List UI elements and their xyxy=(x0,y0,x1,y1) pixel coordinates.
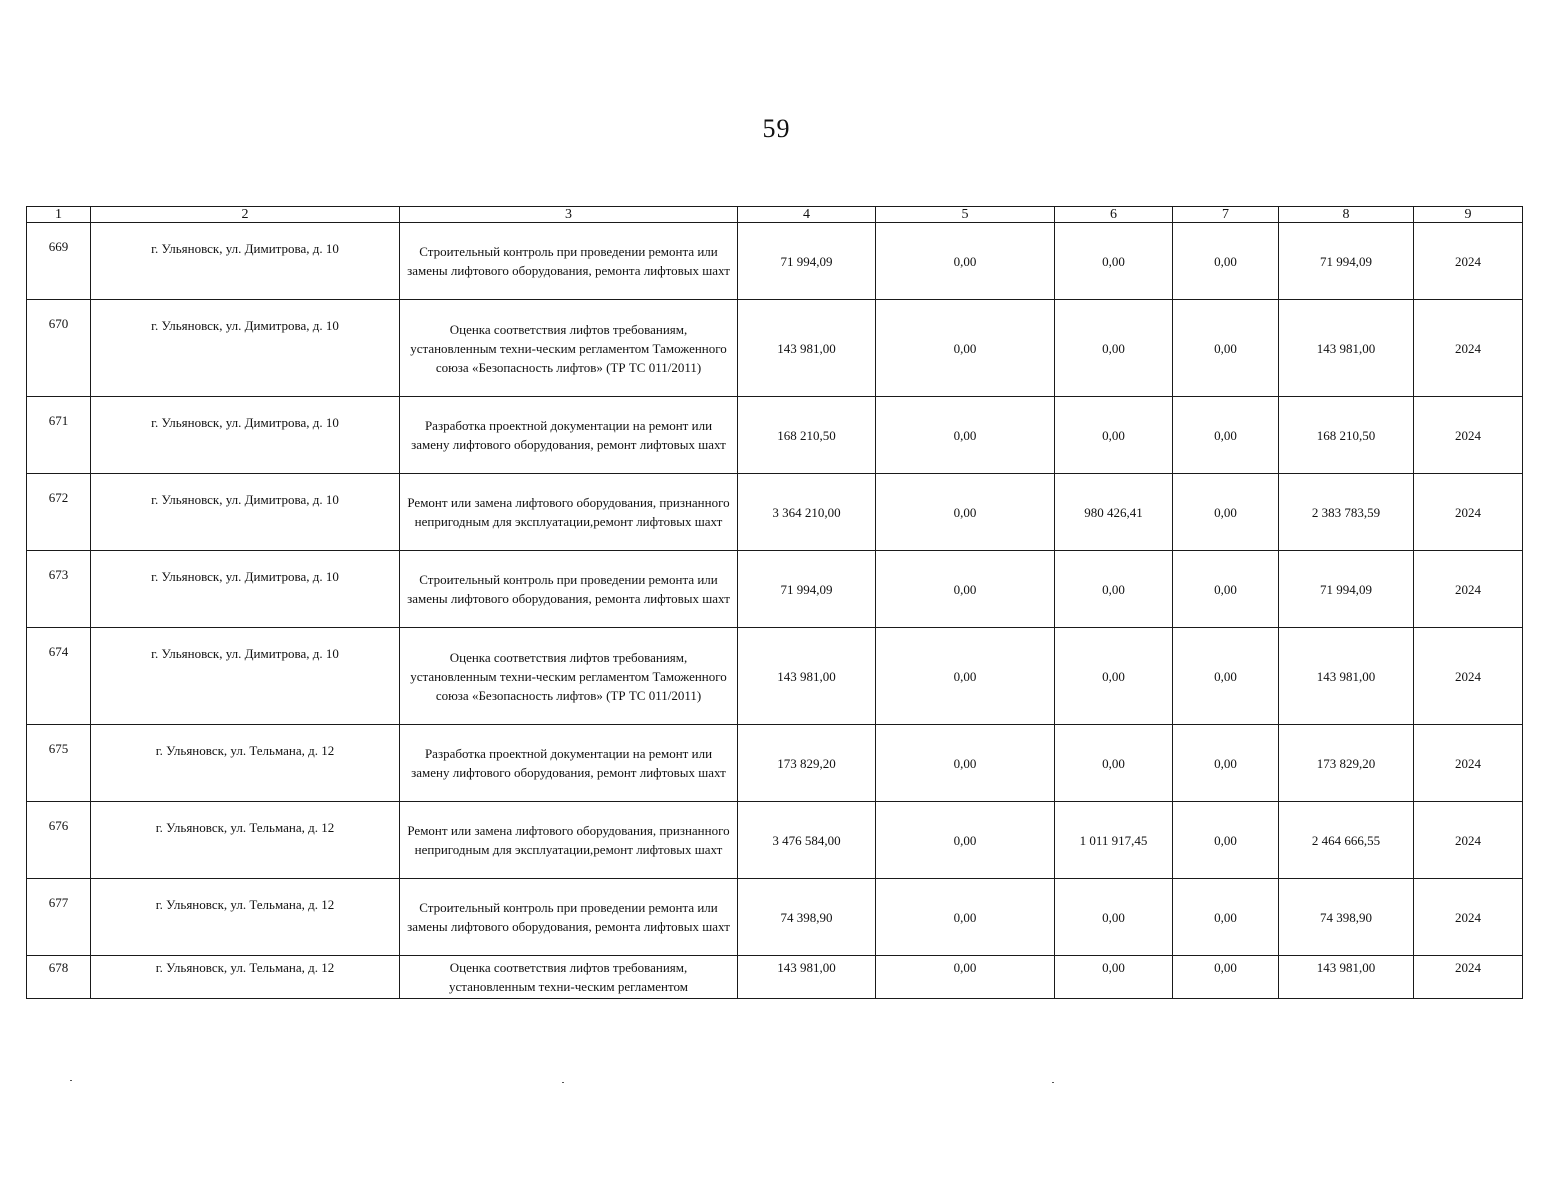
work-type-cell: Ремонт или замена лифтового оборудования, признанного непригодным для эксплуатации,ремонт лифтовых шахт xyxy=(400,474,738,551)
fund-column-5-cell: 0,00 xyxy=(876,956,1055,999)
row-number: 672 xyxy=(27,474,91,551)
fund-column-8-cell: 143 981,00 xyxy=(1279,628,1414,725)
fund-column-7-cell: 0,00 xyxy=(1173,956,1279,999)
fund-column-8-cell: 74 398,90 xyxy=(1279,879,1414,956)
registry-table xyxy=(26,206,1523,999)
column-number: 5 xyxy=(876,207,1055,223)
fund-column-7-cell: 0,00 xyxy=(1173,725,1279,802)
cost-total-cell: 143 981,00 xyxy=(738,956,876,999)
fund-column-6-cell: 0,00 xyxy=(1055,300,1173,397)
cost-total-cell: 143 981,00 xyxy=(738,300,876,397)
fund-column-6-cell: 0,00 xyxy=(1055,628,1173,725)
address-cell: г. Ульяновск, ул. Тельмана, д. 12 xyxy=(91,956,400,999)
fund-column-6-cell: 1 011 917,45 xyxy=(1055,802,1173,879)
row-number: 676 xyxy=(27,802,91,879)
work-type-cell: Строительный контроль при проведении ремонта или замены лифтового оборудования, ремонта лифтовых шахт xyxy=(400,223,738,300)
row-number: 673 xyxy=(27,551,91,628)
year-cell: 2024 xyxy=(1414,628,1523,725)
fund-column-5-cell: 0,00 xyxy=(876,397,1055,474)
row-number: 670 xyxy=(27,300,91,397)
year-cell: 2024 xyxy=(1414,474,1523,551)
table-body xyxy=(27,207,1523,999)
fund-column-6-cell: 0,00 xyxy=(1055,223,1173,300)
fund-column-6-cell: 0,00 xyxy=(1055,956,1173,999)
table-row xyxy=(27,628,1523,725)
work-type-cell: Строительный контроль при проведении ремонта или замены лифтового оборудования, ремонта лифтовых шахт xyxy=(400,551,738,628)
cost-total-cell: 173 829,20 xyxy=(738,725,876,802)
address-cell: г. Ульяновск, ул. Димитрова, д. 10 xyxy=(91,474,400,551)
year-cell: 2024 xyxy=(1414,725,1523,802)
column-number: 1 xyxy=(27,207,91,223)
fund-column-5-cell: 0,00 xyxy=(876,628,1055,725)
fund-column-7-cell: 0,00 xyxy=(1173,551,1279,628)
fund-column-5-cell: 0,00 xyxy=(876,474,1055,551)
address-cell: г. Ульяновск, ул. Тельмана, д. 12 xyxy=(91,725,400,802)
address-cell: г. Ульяновск, ул. Димитрова, д. 10 xyxy=(91,223,400,300)
fund-column-8-cell: 173 829,20 xyxy=(1279,725,1414,802)
fund-column-8-cell: 71 994,09 xyxy=(1279,223,1414,300)
work-type-cell: Разработка проектной документации на ремонт или замену лифтового оборудования, ремонт лифтовых шахт xyxy=(400,397,738,474)
scan-speck xyxy=(70,1080,72,1081)
fund-column-5-cell: 0,00 xyxy=(876,879,1055,956)
cost-total-cell: 3 476 584,00 xyxy=(738,802,876,879)
fund-column-6-cell: 0,00 xyxy=(1055,551,1173,628)
work-type-cell: Ремонт или замена лифтового оборудования, признанного непригодным для эксплуатации,ремонт лифтовых шахт xyxy=(400,802,738,879)
fund-column-7-cell: 0,00 xyxy=(1173,300,1279,397)
table-row xyxy=(27,300,1523,397)
year-cell: 2024 xyxy=(1414,802,1523,879)
row-number: 671 xyxy=(27,397,91,474)
fund-column-7-cell: 0,00 xyxy=(1173,223,1279,300)
fund-column-8-cell: 2 383 783,59 xyxy=(1279,474,1414,551)
cost-total-cell: 3 364 210,00 xyxy=(738,474,876,551)
column-number-row xyxy=(27,207,1523,223)
row-number: 675 xyxy=(27,725,91,802)
fund-column-7-cell: 0,00 xyxy=(1173,397,1279,474)
address-cell: г. Ульяновск, ул. Димитрова, д. 10 xyxy=(91,628,400,725)
address-cell: г. Ульяновск, ул. Димитрова, д. 10 xyxy=(91,551,400,628)
fund-column-8-cell: 143 981,00 xyxy=(1279,956,1414,999)
table-row xyxy=(27,223,1523,300)
fund-column-6-cell: 980 426,41 xyxy=(1055,474,1173,551)
address-cell: г. Ульяновск, ул. Димитрова, д. 10 xyxy=(91,397,400,474)
year-cell: 2024 xyxy=(1414,879,1523,956)
cost-total-cell: 168 210,50 xyxy=(738,397,876,474)
year-cell: 2024 xyxy=(1414,397,1523,474)
fund-column-7-cell: 0,00 xyxy=(1173,628,1279,725)
year-cell: 2024 xyxy=(1414,551,1523,628)
fund-column-7-cell: 0,00 xyxy=(1173,802,1279,879)
table-row xyxy=(27,551,1523,628)
table-row xyxy=(27,474,1523,551)
fund-column-6-cell: 0,00 xyxy=(1055,397,1173,474)
fund-column-8-cell: 71 994,09 xyxy=(1279,551,1414,628)
table-row xyxy=(27,725,1523,802)
table-row xyxy=(27,802,1523,879)
scan-speck xyxy=(562,1082,564,1083)
fund-column-5-cell: 0,00 xyxy=(876,551,1055,628)
column-number: 3 xyxy=(400,207,738,223)
year-cell: 2024 xyxy=(1414,956,1523,999)
row-number: 677 xyxy=(27,879,91,956)
column-number: 4 xyxy=(738,207,876,223)
fund-column-6-cell: 0,00 xyxy=(1055,725,1173,802)
row-number: 678 xyxy=(27,956,91,999)
fund-column-5-cell: 0,00 xyxy=(876,300,1055,397)
fund-column-7-cell: 0,00 xyxy=(1173,474,1279,551)
column-number: 9 xyxy=(1414,207,1523,223)
year-cell: 2024 xyxy=(1414,223,1523,300)
address-cell: г. Ульяновск, ул. Тельмана, д. 12 xyxy=(91,802,400,879)
fund-column-5-cell: 0,00 xyxy=(876,725,1055,802)
fund-column-8-cell: 168 210,50 xyxy=(1279,397,1414,474)
table-row xyxy=(27,956,1523,999)
work-type-cell: Оценка соответствия лифтов требованиям, установленным техни-ческим регламентом Таможенного союза «Безопасность лифтов» (ТР ТС 011/2011) xyxy=(400,300,738,397)
fund-column-5-cell: 0,00 xyxy=(876,223,1055,300)
fund-column-6-cell: 0,00 xyxy=(1055,879,1173,956)
work-type-cell: Оценка соответствия лифтов требованиям, установленным техни-ческим регламентом Таможенного союза «Безопасность лифтов» (ТР ТС 011/2011) xyxy=(400,628,738,725)
registry-table-container xyxy=(26,206,1522,999)
cost-total-cell: 71 994,09 xyxy=(738,223,876,300)
cost-total-cell: 143 981,00 xyxy=(738,628,876,725)
scan-speck xyxy=(1052,1082,1054,1083)
column-number: 8 xyxy=(1279,207,1414,223)
fund-column-5-cell: 0,00 xyxy=(876,802,1055,879)
cost-total-cell: 71 994,09 xyxy=(738,551,876,628)
work-type-cell: Разработка проектной документации на ремонт или замену лифтового оборудования, ремонт лифтовых шахт xyxy=(400,725,738,802)
cost-total-cell: 74 398,90 xyxy=(738,879,876,956)
year-cell: 2024 xyxy=(1414,300,1523,397)
table-row xyxy=(27,397,1523,474)
row-number: 674 xyxy=(27,628,91,725)
column-number: 6 xyxy=(1055,207,1173,223)
work-type-cell: Оценка соответствия лифтов требованиям, установленным техни-ческим регламентом xyxy=(400,956,738,999)
table-row xyxy=(27,879,1523,956)
column-number: 7 xyxy=(1173,207,1279,223)
fund-column-8-cell: 2 464 666,55 xyxy=(1279,802,1414,879)
address-cell: г. Ульяновск, ул. Димитрова, д. 10 xyxy=(91,300,400,397)
fund-column-8-cell: 143 981,00 xyxy=(1279,300,1414,397)
work-type-cell: Строительный контроль при проведении ремонта или замены лифтового оборудования, ремонта лифтовых шахт xyxy=(400,879,738,956)
address-cell: г. Ульяновск, ул. Тельмана, д. 12 xyxy=(91,879,400,956)
column-number: 2 xyxy=(91,207,400,223)
page-number: 59 xyxy=(762,114,791,143)
fund-column-7-cell: 0,00 xyxy=(1173,879,1279,956)
row-number: 669 xyxy=(27,223,91,300)
